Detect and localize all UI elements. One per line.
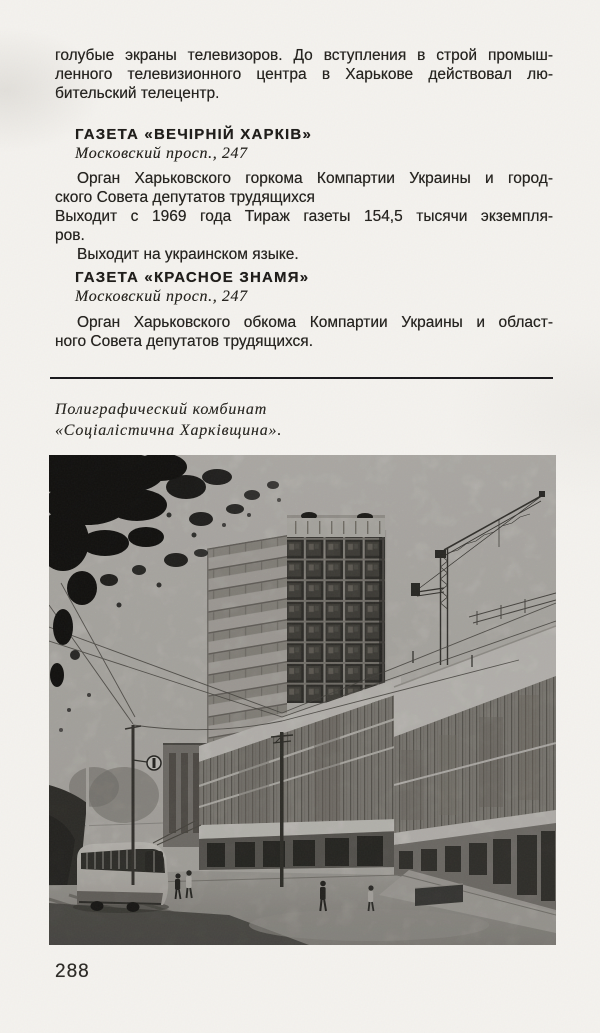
divider-rule <box>50 377 553 379</box>
page-number: 288 <box>55 961 90 982</box>
section-heading: ГАЗЕТА «ВЕЧІРНІЙ ХАРКІВ» <box>75 126 312 143</box>
text-line: голубые экраны телевизоров. До вступления в строй промыш- <box>55 47 553 64</box>
figure-photo <box>49 455 556 945</box>
section-heading: ГАЗЕТА «КРАСНОЕ ЗНАМЯ» <box>75 269 310 286</box>
intro-paragraph <box>55 46 553 103</box>
figure-caption-line: «Соціалістична Харківщина». <box>55 422 283 439</box>
text-line: Орган Харьковского горкома Компартии Украины и город- <box>77 170 553 187</box>
figure-caption <box>55 399 282 441</box>
section-paragraph <box>55 169 553 207</box>
section-paragraph <box>55 245 553 264</box>
text-line: Выходит с 1969 года Тираж газеты 154,5 тысячи экземпля- <box>55 208 553 225</box>
photo-grain-texture <box>49 455 556 945</box>
section-address: Московский просп., 247 <box>75 288 248 305</box>
text-line: ров. <box>55 227 85 244</box>
text-line: ного Совета депутатов трудящихся. <box>55 333 314 350</box>
text-line: ленного телевизионного центра в Харькове действовал лю- <box>55 66 553 83</box>
figure-caption-line: Полиграфический комбинат <box>55 401 268 418</box>
text-line: бительский телецентр. <box>55 85 220 102</box>
text-line: Выходит на украинском языке. <box>77 246 299 263</box>
intro-block <box>55 46 553 103</box>
text-line: ского Совета депутатов трудящихся <box>55 189 315 206</box>
section-paragraph <box>55 313 553 351</box>
building-photo <box>49 455 556 945</box>
text-line: Орган Харьковского обкома Компартии Украины и област- <box>77 314 553 331</box>
section-vechirniy-kharkiv <box>55 127 553 264</box>
section-address: Московский просп., 247 <box>75 145 248 162</box>
section-krasnoe-znamya <box>55 270 553 351</box>
section-paragraph <box>55 207 553 245</box>
